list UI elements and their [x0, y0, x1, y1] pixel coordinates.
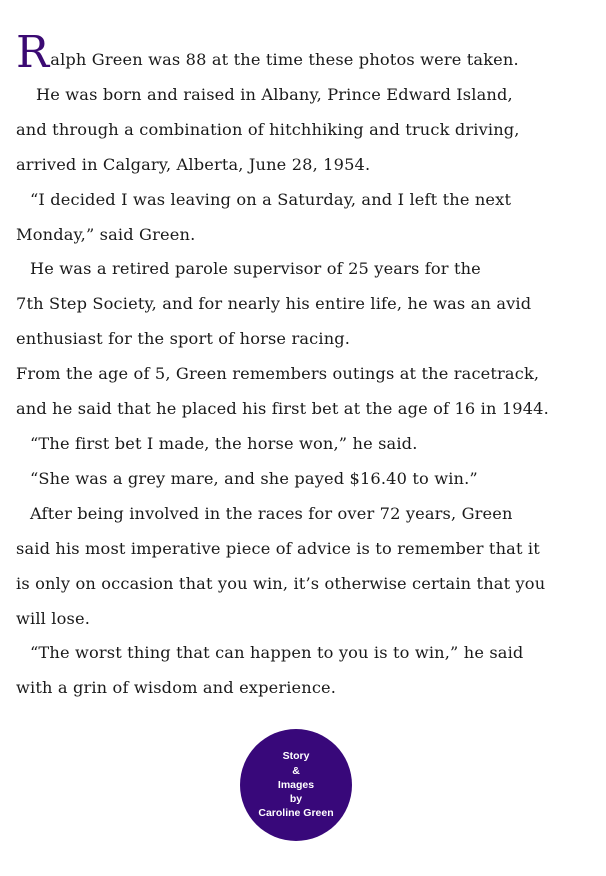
article-line: 7th Step Society, and for nearly his entire life, he was an avid — [16, 294, 532, 314]
article-line: After being involved in the races for over 72 years, Green — [30, 503, 513, 523]
drop-cap: R — [16, 27, 50, 78]
article-line: “The first bet I made, the horse won,” he said. — [30, 433, 418, 453]
article-line: will lose. — [16, 608, 90, 628]
article-line: arrived in Calgary, Alberta, June 28, 1954. — [16, 154, 371, 174]
article-line-text: alph Green was 88 at the time these photos were taken. — [50, 50, 519, 69]
article-line: said his most imperative piece of advice is to remember that it — [16, 538, 540, 558]
credit-badge-line: & — [292, 764, 300, 777]
article-line: “The worst thing that can happen to you is to win,” he said — [30, 643, 524, 663]
article-line: enthusiast for the sport of horse racing. — [16, 329, 351, 349]
article-line: He was born and raised in Albany, Prince Edward Island, — [36, 84, 513, 104]
article-line: He was a retired parole supervisor of 25 years for the — [30, 259, 481, 279]
article-body — [16, 27, 600, 706]
article-line-1 — [16, 27, 600, 78]
credit-badge-line: by — [289, 793, 303, 806]
article-line: with a grin of wisdom and experience. — [16, 678, 337, 698]
article-line: and through a combination of hitchhiking and truck driving, — [16, 119, 520, 139]
credit-badge-line: Story — [282, 750, 310, 763]
credit-badge — [240, 729, 352, 841]
article-line: From the age of 5, Green remembers outings at the racetrack, — [16, 364, 540, 384]
article-line: “I decided I was leaving on a Saturday, and I left the next — [30, 189, 512, 209]
article-line: is only on occasion that you win, it’s otherwise certain that you — [16, 573, 546, 593]
credit-badge-text — [258, 749, 333, 820]
article-line: and he said that he placed his first bet at the age of 16 in 1944. — [16, 399, 549, 419]
article-line: Monday,” said Green. — [16, 224, 196, 244]
article-line: “She was a grey mare, and she payed $16.40 to win.” — [30, 468, 478, 488]
credit-badge-line: Caroline Green — [258, 807, 334, 820]
credit-badge-line: Images — [277, 778, 315, 791]
